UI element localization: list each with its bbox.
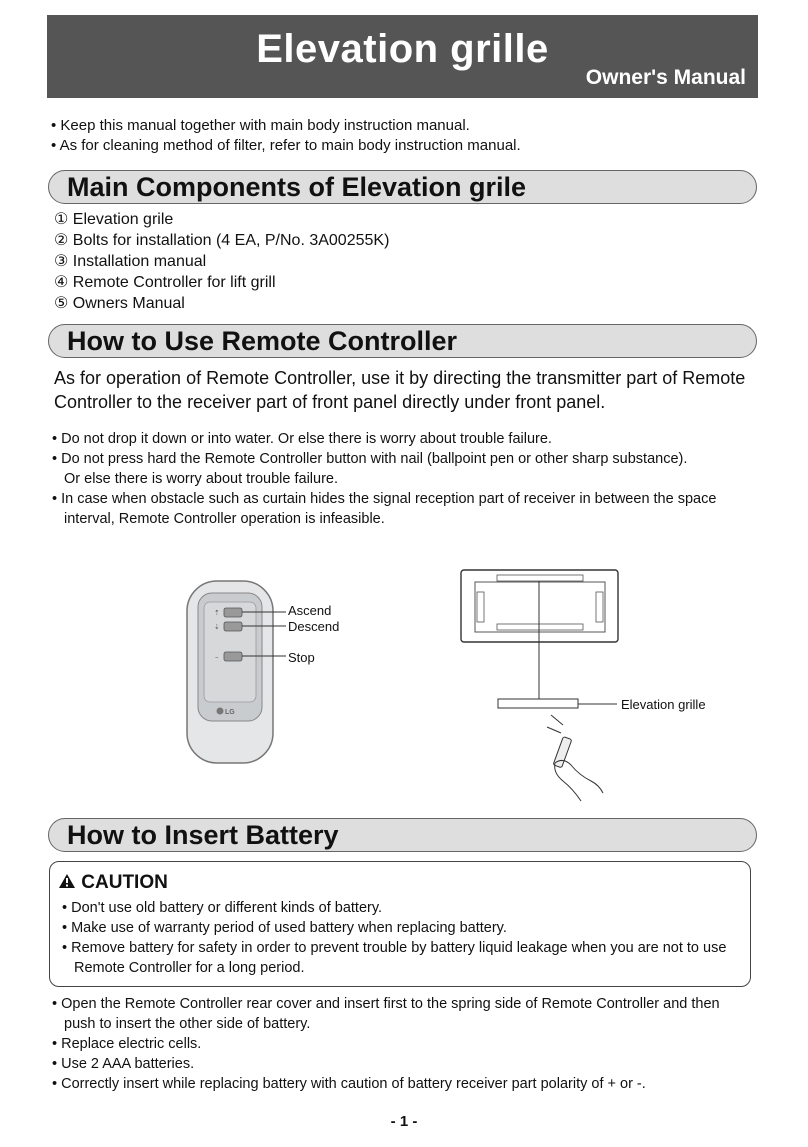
lg-logo-icon [217,708,224,715]
remote-bullet-2: • Do not press hard the Remote Controller button with nail (ballpoint pen or other sharp substance). [52,451,688,467]
section-components-heading [48,170,757,204]
elevation-grille-illustration [455,565,625,805]
component-item-2: ② Bolts for installation (4 EA, P/No. 3A00255K) [54,232,390,249]
page-subtitle: Owner's Manual [585,66,746,89]
descend-label: Descend [288,619,340,634]
top-note-1: • Keep this manual together with main body instruction manual. [51,117,470,134]
top-notes [51,116,521,156]
header-banner [47,15,758,98]
descend-symbol-icon: ⇣ [214,623,220,631]
section-battery-title: How to Insert Battery [67,820,339,850]
air-vent-left [477,592,484,622]
ascend-label: Ascend [288,603,332,618]
stop-symbol-icon: – [215,653,219,661]
caution-item-1: • Don't use old battery or different kinds of battery. [62,900,383,916]
components-list [54,209,389,314]
remote-bullet-2-cont: Or else there is worry about trouble failure. [64,471,339,487]
component-item-4: ④ Remote Controller for lift grill [54,274,276,291]
remote-bullets [52,429,762,529]
elevation-grille-label: Elevation grille [621,697,706,712]
remote-brand: LG [225,709,235,716]
battery-bullet-4: • Correctly insert while replacing battery with caution of battery receiver part polarity of + or -. [52,1076,646,1092]
section-remote-title: How to Use Remote Controller [67,326,458,356]
component-item-5: ⑤ Owners Manual [54,295,185,312]
battery-bullet-1: • Open the Remote Controller rear cover and insert first to the spring side of Remote Controller and then [52,996,720,1012]
caution-heading [58,872,168,894]
remote-intro: As for operation of Remote Controller, use it by directing the transmitter part of Remote Controller to the receiver part of front panel directly under front panel. [54,368,746,412]
stop-label: Stop [288,650,315,665]
remote-leader-lines [240,600,290,662]
elevation-grille-part [498,699,578,708]
caution-list [62,898,742,978]
page-title: Elevation grille [256,27,549,71]
section-battery-heading [48,818,757,852]
remote-bullet-1: • Do not drop it down or into water. Or else there is worry about trouble failure. [52,431,552,447]
top-note-2: • As for cleaning method of filter, refer to main body instruction manual. [51,137,521,154]
warning-triangle-icon [58,873,76,889]
caution-item-3: • Remove battery for safety in order to prevent trouble by battery liquid leakage when you are not to use [62,940,727,956]
air-vent-bottom [497,624,583,630]
air-vent-top [497,575,583,581]
ascend-symbol-icon: ⇡ [214,609,220,617]
section-components-title: Main Components of Elevation grile [67,172,527,202]
caution-item-2: • Make use of warranty period of used battery when replacing battery. [62,920,507,936]
battery-bullets [52,994,762,1094]
page-number: - 1 - [390,1113,418,1130]
component-item-3: ③ Installation manual [54,253,207,270]
remote-bullet-3-cont: interval, Remote Controller operation is infeasible. [64,511,385,527]
caution-title: CAUTION [81,872,168,893]
battery-bullet-2: • Replace electric cells. [52,1036,202,1052]
component-item-1: ① Elevation grile [54,211,174,228]
hand-with-remote-icon [553,737,603,801]
caution-box [49,861,751,987]
caution-item-3-cont: Remote Controller for a long period. [74,960,305,976]
battery-bullet-1-cont: push to insert the other side of battery. [64,1016,311,1032]
air-vent-right [596,592,603,622]
battery-bullet-3: • Use 2 AAA batteries. [52,1056,195,1072]
remote-bullet-3: • In case when obstacle such as curtain hides the signal reception part of receiver in between the space [52,491,717,507]
section-remote-heading [48,324,757,358]
